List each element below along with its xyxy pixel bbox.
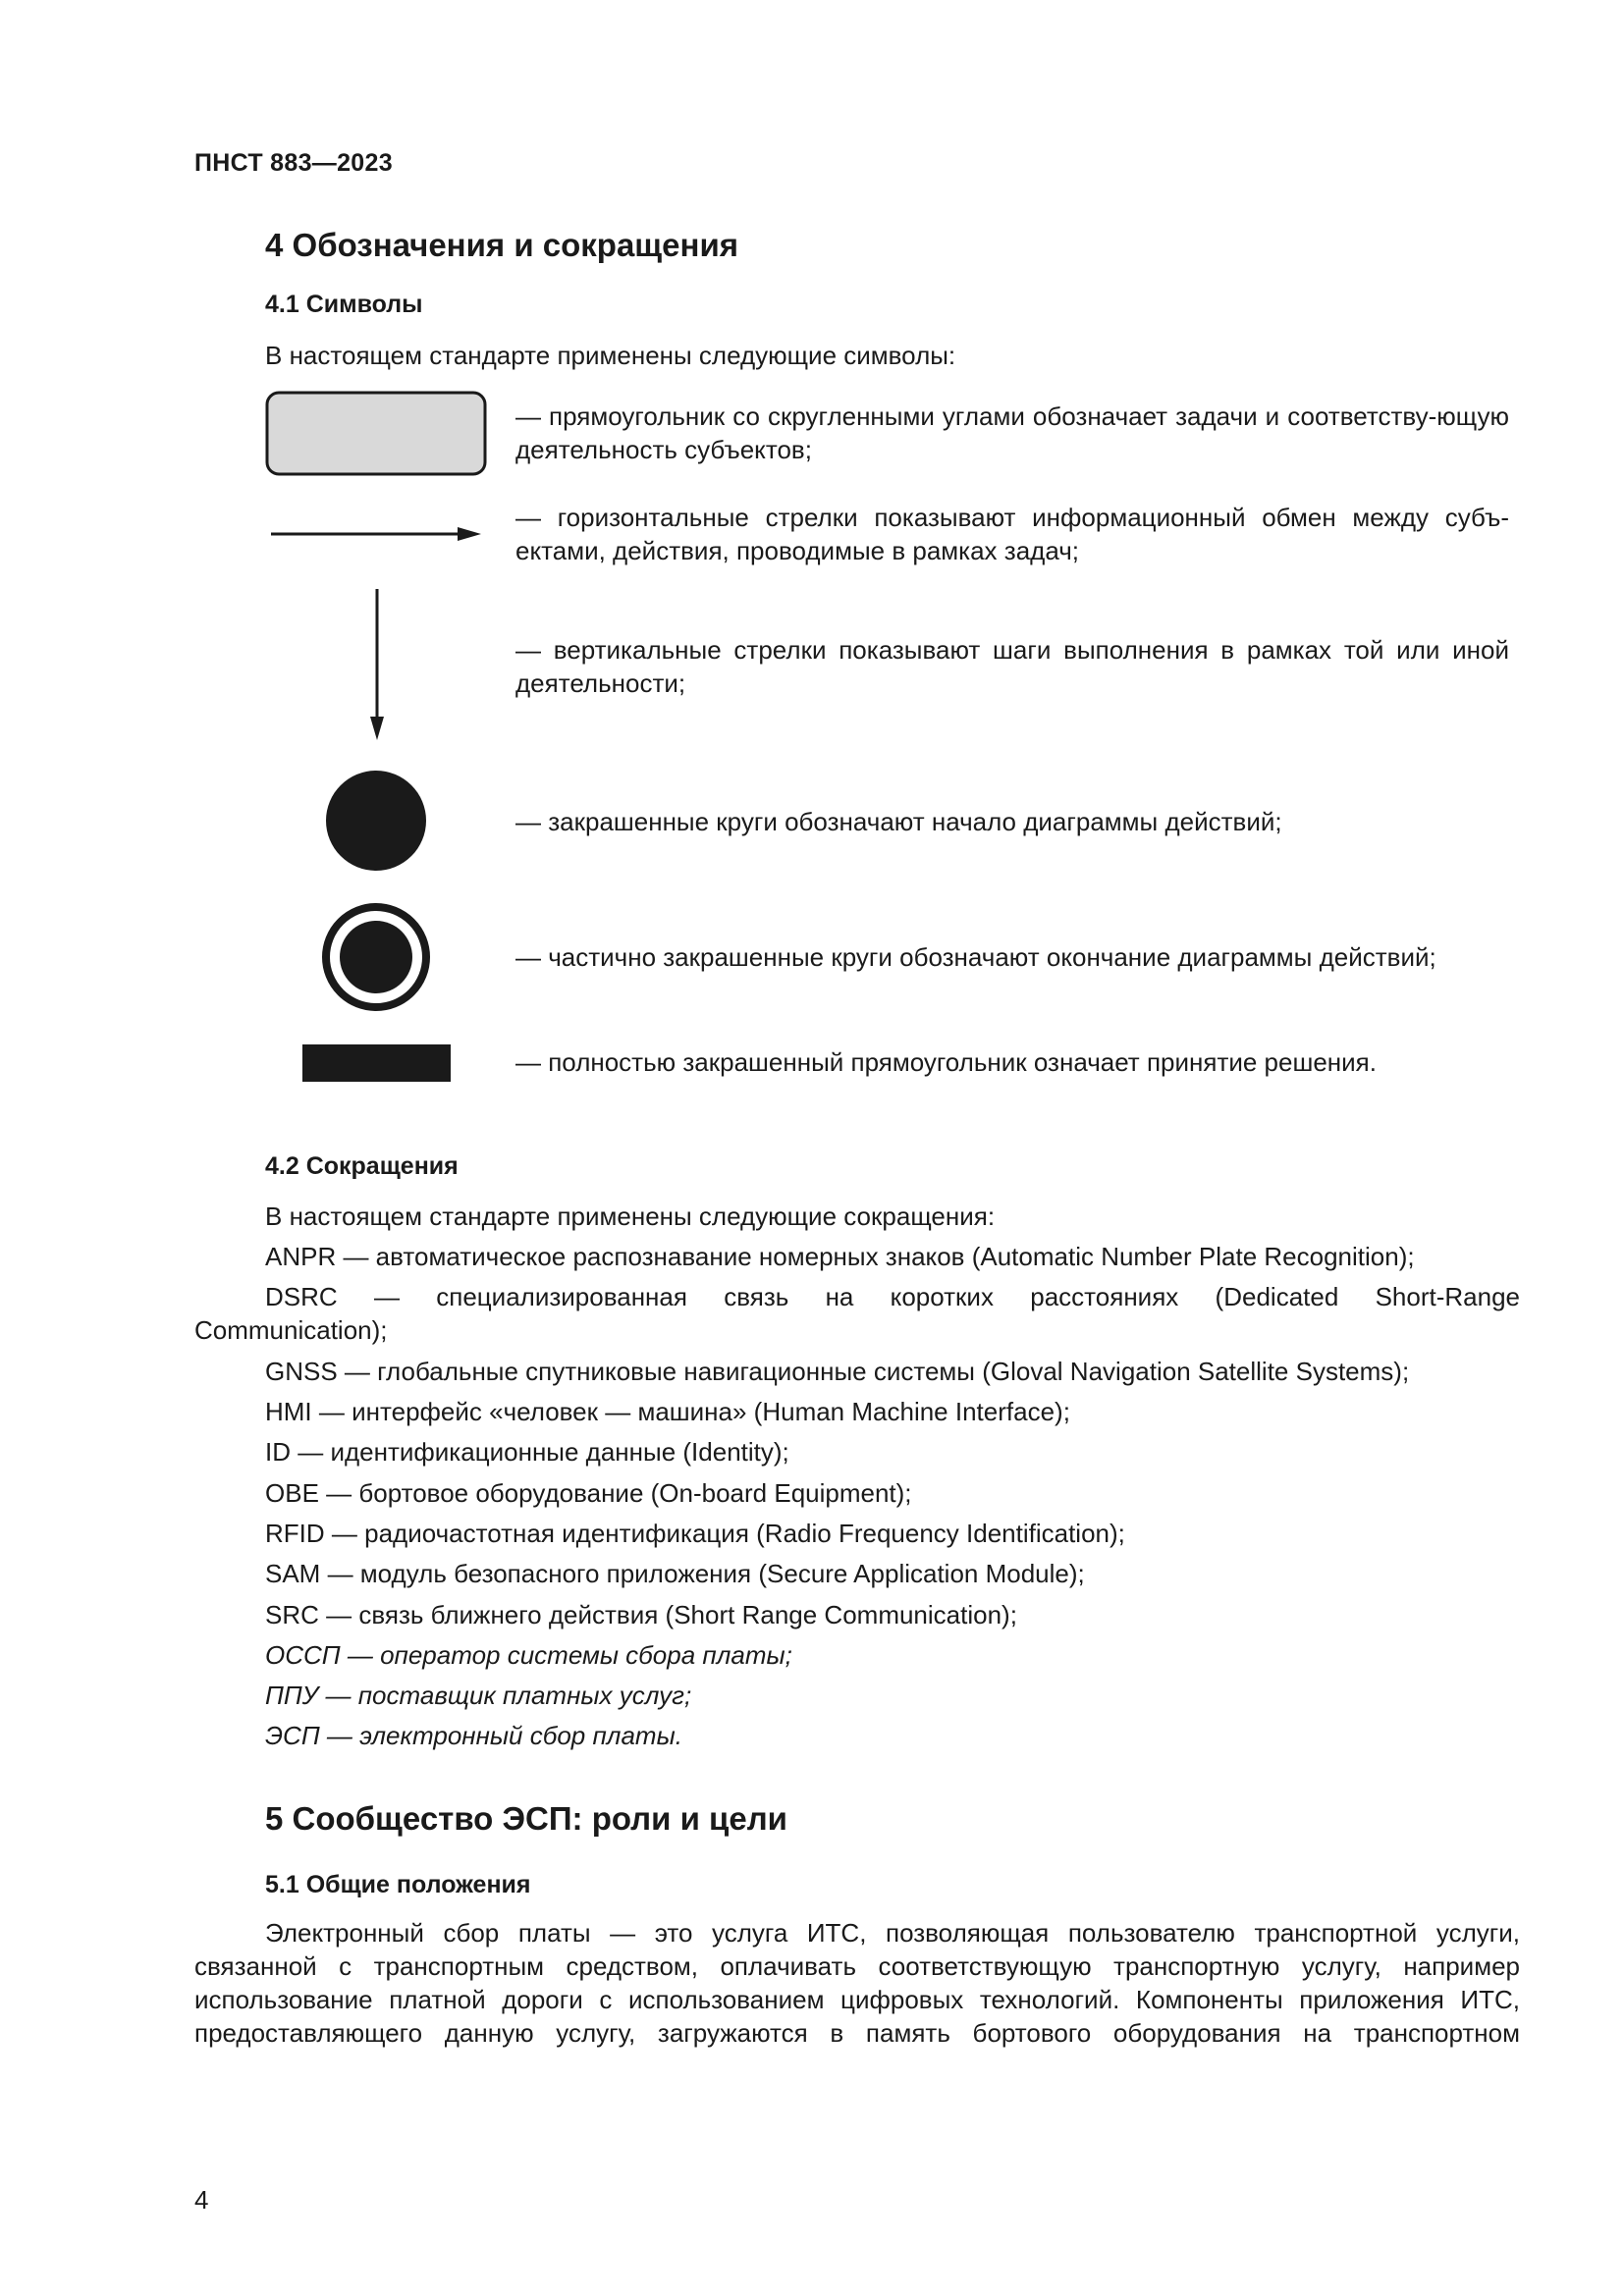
abbrev-dsrc-line2: Communication);: [194, 1315, 388, 1345]
abbrev-obe: OBE — бортовое оборудование (On-board Equipment);: [265, 1478, 912, 1508]
filled-circle-symbol: [326, 771, 426, 871]
symbol-desc-rounded-rectangle: — прямоугольник со скругленными углами обозначает задачи и соответству-ющую деятельность субъектов;: [515, 401, 1509, 464]
filled-rectangle-symbol: [302, 1044, 451, 1082]
abbrev-esp: ЭСП — электронный сбор платы.: [265, 1721, 682, 1750]
abbrev-hmi: HMI — интерфейс «человек — машина» (Human Machine Interface);: [265, 1397, 1070, 1426]
symbol-desc-filled-rectangle: — полностью закрашенный прямоугольник означает принятие решения.: [515, 1047, 1377, 1077]
abbrev-dsrc-line1: DSRC — специализированная связь на коротких расстояниях (Dedicated Short-Range: [265, 1282, 1520, 1311]
section-5-1-paragraph: [194, 1916, 1520, 2050]
partially-filled-circle-symbol: [326, 907, 426, 1007]
section-4-title: 4 Обозначения и сокращения: [265, 227, 738, 263]
symbol-legend-graphics: [255, 383, 491, 1090]
abbrev-ossp: ОССП — оператор системы сбора платы;: [265, 1640, 792, 1670]
symbol-desc-vertical-arrow: — вертикальные стрелки показывают шаги выполнения в рамках той или иной деятельности;: [515, 635, 1509, 698]
rounded-rectangle-symbol: [267, 393, 485, 474]
section-5-title: 5 Сообщество ЭСП: роли и цели: [265, 1800, 787, 1837]
abbrev-ppu: ППУ — поставщик платных услуг;: [265, 1681, 692, 1710]
paragraph-line: Электронный сбор платы — это услуга ИТС, позволяющая пользователю транспортной услуги,: [265, 1918, 1520, 1948]
page-number: 4: [194, 2185, 209, 2215]
abbrev-rfid: RFID — радиочастотная идентификация (Radio Frequency Identification);: [265, 1519, 1125, 1548]
section-5-1-title: 5.1 Общие положения: [265, 1871, 531, 1898]
horizontal-arrow-symbol: [271, 527, 481, 541]
abbrev-anpr: ANPR — автоматическое распознавание номерных знаков (Automatic Number Plate Recognition);: [265, 1242, 1415, 1271]
abbrev-id: ID — идентификационные данные (Identity);: [265, 1437, 789, 1467]
abbrev-gnss: GNSS — глобальные спутниковые навигационные системы (Gloval Navigation Satellite Systems);: [265, 1357, 1410, 1386]
abbrev-src: SRC — связь ближнего действия (Short Range Communication);: [265, 1600, 1017, 1629]
symbols-intro: В настоящем стандарте применены следующие символы:: [265, 341, 956, 370]
abbrev-sam: SAM — модуль безопасного приложения (Secure Application Module);: [265, 1559, 1085, 1588]
document-header: ПНСТ 883—2023: [194, 149, 393, 177]
paragraph-line: использование платной дороги с использованием цифровых технологий. Компоненты приложения ИТС,: [194, 1985, 1520, 2014]
abbreviations-intro: В настоящем стандарте применены следующие сокращения:: [265, 1201, 996, 1231]
symbol-desc-horizontal-arrow: — горизонтальные стрелки показывают информационный обмен между субъ-ектами, действия, проводимые в рамках задач;: [515, 503, 1509, 565]
paragraph-line: связанной с транспортным средством, оплачивать соответствующую транспортную услугу, например: [194, 1951, 1520, 1981]
section-4-2-title: 4.2 Сокращения: [265, 1152, 459, 1180]
symbol-desc-filled-circle: — закрашенные круги обозначают начало диаграммы действий;: [515, 807, 1282, 836]
section-4-1-title: 4.1 Символы: [265, 291, 423, 318]
symbol-desc-partial-circle: — частично закрашенные круги обозначают окончание диаграммы действий;: [515, 942, 1436, 972]
vertical-arrow-symbol: [370, 589, 384, 740]
paragraph-line: предоставляющего данную услугу, загружаются в память бортового оборудования на транспортном: [194, 2018, 1520, 2048]
